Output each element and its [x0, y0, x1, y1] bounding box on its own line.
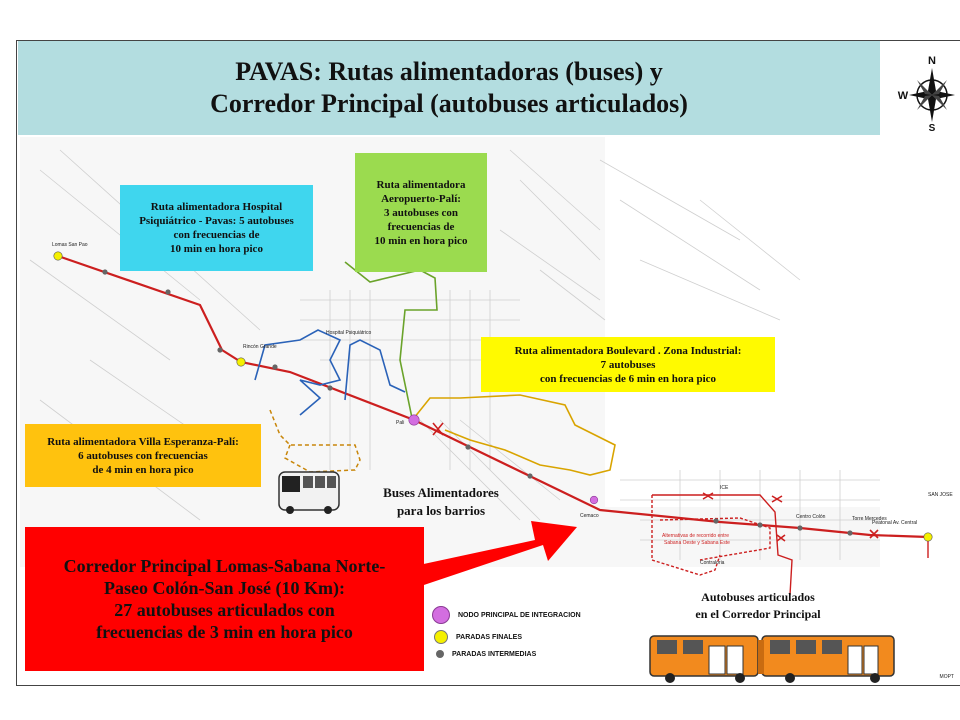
legend-finales — [432, 630, 522, 644]
map-label-rincon: Rincón Grande — [243, 344, 277, 350]
map-label-lomas: Lomas San Pao — [52, 242, 88, 248]
corredor-line: frecuencias de 3 min en hora pico — [96, 622, 353, 642]
map-label-cemaco: Cemaco — [580, 513, 599, 519]
hospital-route-line: Ruta alimentadora Hospital — [150, 201, 283, 213]
map-corner-label: MOPT — [939, 674, 954, 680]
stop-intermediate — [217, 347, 222, 352]
aeropuerto-route-line: frecuencias de — [387, 220, 455, 233]
stop-intermediate — [757, 522, 762, 527]
corredor-line: Corredor Principal Lomas-Sabana Norte- — [63, 556, 386, 576]
hospital-route-line: con frecuencias de — [173, 229, 260, 241]
legend-intermedias — [432, 650, 536, 658]
villa-route-line: 6 autobuses con frecuencias — [78, 449, 208, 462]
map-label-contraloria: Contraloria — [700, 560, 725, 566]
stop-intermediate — [465, 444, 470, 449]
title-line-1: PAVAS: Rutas alimentadoras (buses) y — [235, 57, 663, 86]
articulados-label — [648, 589, 868, 623]
aeropuerto-route-line: Ruta alimentadora — [376, 178, 466, 191]
map-label-torre: Torre Mercedes — [852, 516, 887, 522]
map-label-ice: ICE — [720, 485, 729, 491]
legend-intermediate-icon — [436, 650, 444, 658]
stop-final-lomas — [54, 252, 62, 260]
hospital-route-line: Psiquiátrico - Pavas: 5 autobuses — [139, 215, 294, 227]
boulevard-route-box — [481, 337, 775, 392]
compass-n-label: N — [928, 55, 936, 67]
articulados-label-line: en el Corredor Principal — [695, 607, 821, 621]
corredor-principal-box — [25, 527, 424, 671]
articulados-label-line: Autobuses articulados — [701, 590, 815, 604]
legend-intermedias-label: PARADAS INTERMEDIAS — [452, 650, 537, 658]
node-cemaco — [590, 496, 598, 504]
stop-intermediate — [797, 525, 802, 530]
legend-node-icon — [432, 606, 450, 624]
legend-nodo — [432, 606, 581, 624]
map-label-hospital: Hospital Psiquiátrico — [326, 330, 372, 336]
compass-w-label: W — [897, 90, 909, 102]
compass-rose-icon — [895, 50, 959, 132]
stop-intermediate — [165, 289, 170, 294]
corredor-line: Paseo Colón-San José (10 Km): — [104, 578, 345, 598]
map-label-pali: Pali — [396, 420, 405, 426]
map-label-alternativas-2: Sabana Oeste y Sabana Este — [664, 540, 730, 546]
aeropuerto-route-box — [355, 153, 487, 272]
map-label-alternativas-1: Alternativas de recorrido entre — [662, 533, 729, 539]
stop-intermediate — [847, 530, 852, 535]
buses-label-line: para los barrios — [396, 503, 486, 518]
villa-route-line: de 4 min en hora pico — [92, 463, 194, 476]
buses-label-line: Buses Alimentadores — [383, 485, 499, 500]
page-title — [18, 41, 880, 135]
legend-final-icon — [434, 630, 448, 644]
node-pali — [409, 415, 419, 425]
title-line-2: Corredor Principal (autobuses articulados) — [210, 89, 688, 118]
boulevard-route-line: Ruta alimentadora Boulevard . Zona Industrial: — [514, 344, 742, 357]
compass-s-label: S — [928, 123, 936, 132]
villa-route-line: Ruta alimentadora Villa Esperanza-Palí: — [47, 435, 239, 448]
stop-intermediate — [327, 385, 332, 390]
map-label-centro-colon: Centro Colón — [796, 514, 826, 520]
stop-intermediate — [527, 473, 532, 478]
aeropuerto-route-line: 10 min en hora pico — [374, 234, 468, 247]
hospital-route-line: 10 min en hora pico — [170, 243, 263, 255]
stop-intermediate — [713, 518, 718, 523]
corredor-line: 27 autobuses articulados con — [114, 600, 335, 620]
aeropuerto-route-line: Aeropuerto-Palí: — [381, 192, 461, 205]
stop-final-central — [924, 533, 932, 541]
aeropuerto-route-line: 3 autobuses con — [384, 206, 458, 219]
legend-nodo-label: NODO PRINCIPAL DE INTEGRACION — [458, 611, 581, 619]
map-label-sanjose: SAN JOSE — [928, 492, 953, 498]
buses-alimentadores-label — [366, 484, 516, 520]
legend-finales-label: PARADAS FINALES — [456, 633, 522, 641]
stop-final-rincon — [237, 358, 245, 366]
stop-intermediate — [272, 364, 277, 369]
hospital-route-box — [120, 185, 313, 271]
articulated-bus-image — [650, 636, 894, 683]
boulevard-route-line: 7 autobuses — [600, 358, 656, 371]
stop-intermediate — [102, 269, 107, 274]
boulevard-route-line: con frecuencias de 6 min en hora pico — [539, 372, 717, 385]
map-label-peatonal: Peatonal Av. Central — [872, 520, 918, 526]
feeder-bus-image — [279, 472, 339, 514]
villa-route-box — [25, 424, 261, 487]
